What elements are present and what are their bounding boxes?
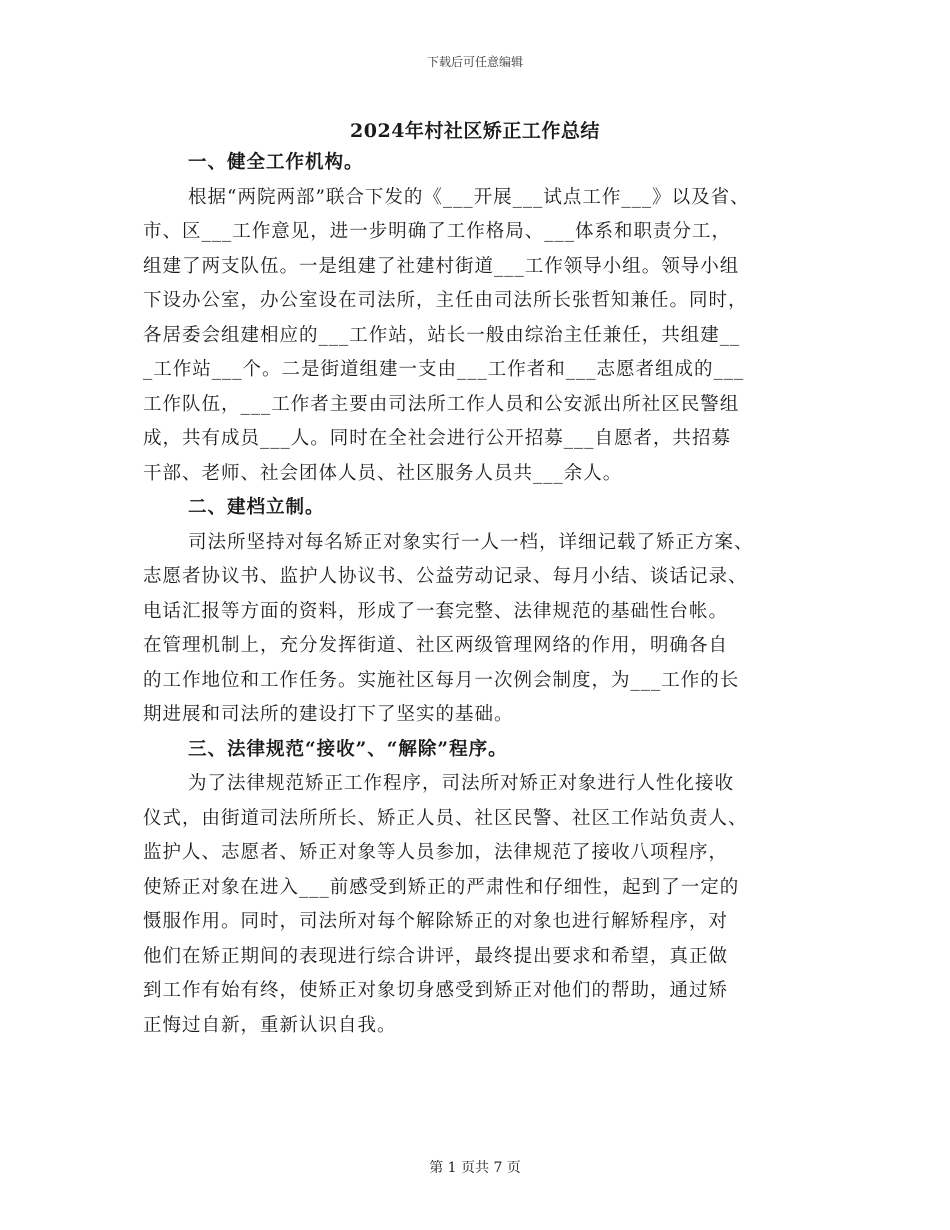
page-footer: 第 1 页共 7 页 bbox=[429, 1160, 521, 1176]
paragraph-line: 为了法律规范矫正工作程序，司法所对矫正对象进行人性化接收 bbox=[188, 773, 735, 794]
document-body bbox=[143, 146, 823, 1043]
paragraph-line: 仪式，由街道司法所所长、矫正人员、社区民警、社区工作站负责人、 bbox=[143, 807, 748, 829]
paragraph-line: 的工作地位和工作任务。实施社区每月一次例会制度，为___工作的长 bbox=[143, 669, 740, 691]
paragraph-line: 下设办公室，办公室设在司法所，主任由司法所长张哲知兼任。同时， bbox=[143, 290, 748, 311]
header-note: 下载后可任意编辑 bbox=[426, 55, 523, 69]
paragraph-line: 司法所坚持对每名矫正对象实行一人一档，详细记载了矫正方案、 bbox=[188, 531, 754, 553]
paragraph-line: 工作队伍，___工作者主要由司法所工作人员和公安派出所社区民警组 bbox=[143, 393, 740, 415]
paragraph-line: 期进展和司法所的建设打下了坚实的基础。 bbox=[143, 704, 514, 725]
paragraph-line: 监护人、志愿者、矫正对象等人员参加，法律规范了接收八项程序， bbox=[143, 842, 729, 863]
paragraph-line: 根据“两院两部”联合下发的《___开展___试点工作___》以及省、 bbox=[188, 186, 750, 208]
paragraph-line: 他们在矫正期间的表现进行综合讲评，最终提出要求和希望，真正做 bbox=[143, 945, 729, 967]
section-heading: 三、法律规范“接收”、“解除”程序。 bbox=[188, 738, 508, 760]
paragraph-line: 使矫正对象在进入___前感受到矫正的严肃性和仔细性，起到了一定的 bbox=[143, 876, 740, 898]
paragraph-line: 各居委会组建相应的___工作站，站长一般由综治主任兼任，共组建__ bbox=[143, 324, 741, 346]
paragraph-line: 到工作有始有终，使矫正对象切身感受到矫正对他们的帮助，通过矫 bbox=[143, 980, 729, 1001]
paragraph-line: 组建了两支队伍。一是组建了社建村街道___工作领导小组。领导小组 bbox=[143, 255, 740, 277]
paragraph-line: 慑服作用。同时，司法所对每个解除矫正的对象也进行解矫程序，对 bbox=[143, 911, 729, 932]
paragraph-line: 电话汇报等方面的资料，形成了一套完整、法律规范的基础性台帐。 bbox=[143, 600, 729, 622]
paragraph-line: 志愿者协议书、监护人协议书、公益劳动记录、每月小结、谈话记录、 bbox=[143, 566, 748, 587]
paragraph-line: 干部、老师、社会团体人员、社区服务人员共___余人。 bbox=[143, 462, 623, 484]
section-heading: 二、建档立制。 bbox=[188, 497, 325, 518]
document-title: 2024年村社区矫正工作总结 bbox=[350, 120, 600, 142]
paragraph-line: 在管理机制上，充分发挥街道、社区两级管理网络的作用，明确各自 bbox=[143, 635, 729, 656]
paragraph-line: _工作站___个。二是街道组建一支由___工作者和___志愿者组成的___ bbox=[143, 359, 745, 380]
paragraph-line: 市、区___工作意见，进一步明确了工作格局、___体系和职责分工， bbox=[143, 221, 732, 242]
section-heading: 一、健全工作机构。 bbox=[188, 152, 364, 173]
paragraph-line: 成，共有成员___人。同时在全社会进行公开招募___自愿者，共招募 bbox=[143, 428, 732, 449]
paragraph-line: 正悔过自新，重新认识自我。 bbox=[143, 1014, 397, 1036]
